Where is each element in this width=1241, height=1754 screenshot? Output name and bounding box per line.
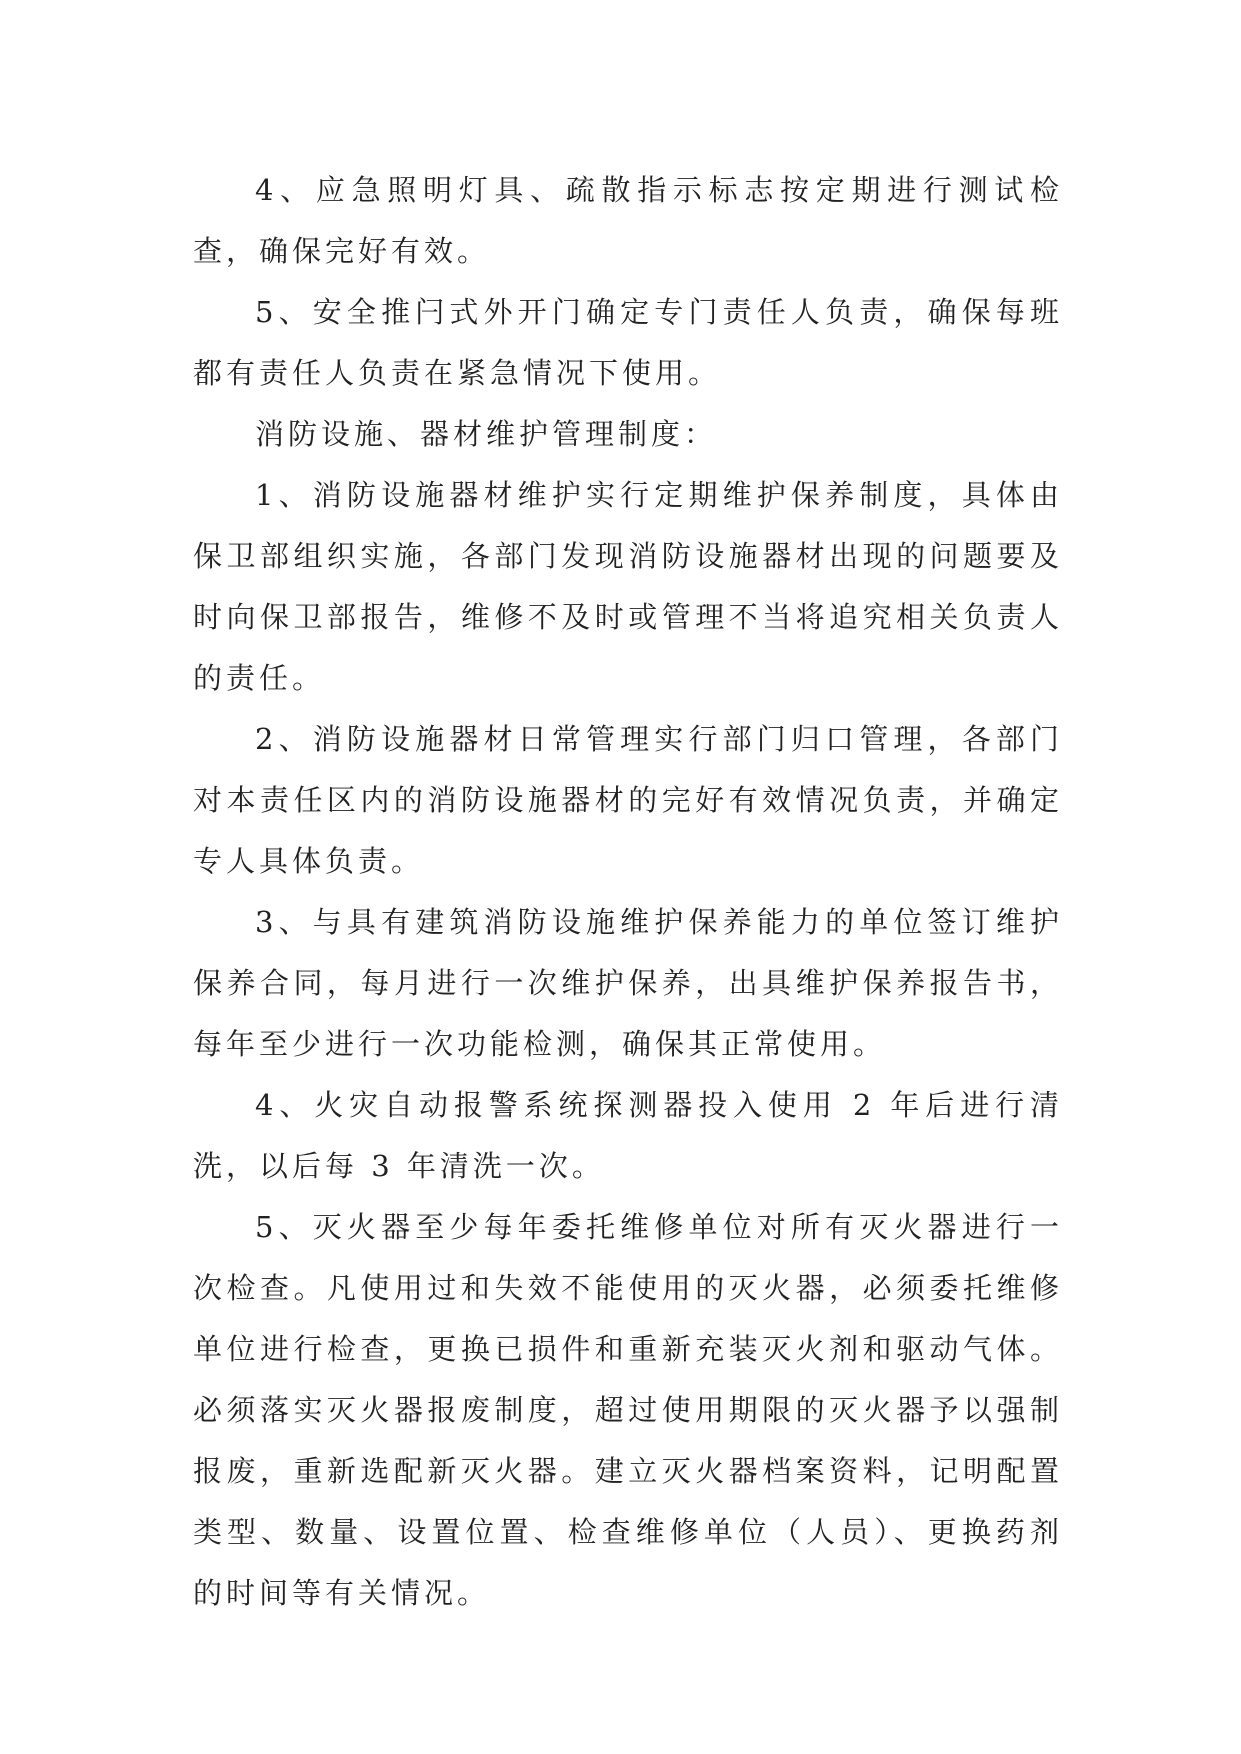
paragraph-department-management: 2、消防设施器材日常管理实行部门归口管理，各部门对本责任区内的消防设施器材的完好有效情况负责，并确定专人具体负责。 (193, 722, 1063, 878)
paragraph-extinguisher-inspection: 5、灭火器至少每年委托维修单位对所有灭火器进行一次检查。凡使用过和失效不能使用的灭火器，必须委托维修单位进行检查，更换已损件和重新充装灭火剂和驱动气体。必须落实灭火器报废制度，超过使用期限的灭火器予以强制报废，重新选配新灭火器。建立灭火器档案资料，记明配置类型、数量、设置位置、检查维修单位（人员）、更换药剂的时间等有关情况。 (193, 1210, 1063, 1610)
paragraph-maintenance-contract: 3、与具有建筑消防设施维护保养能力的单位签订维护保养合同，每月进行一次维护保养，出具维护保养报告书，每年至少进行一次功能检测，确保其正常使用。 (193, 905, 1063, 1061)
paragraph-regular-maintenance: 1、消防设施器材维护实行定期维护保养制度，具体由保卫部组织实施，各部门发现消防设施器材出现的问题要及时向保卫部报告，维修不及时或管理不当将追究相关负责人的责任。 (193, 478, 1063, 695)
section-heading-maintenance-system: 消防设施、器材维护管理制度： (255, 417, 718, 451)
paragraph-emergency-lighting: 4、应急照明灯具、疏散指示标志按定期进行测试检查，确保完好有效。 (193, 173, 1063, 268)
paragraph-detector-cleaning: 4、火灾自动报警系统探测器投入使用 2 年后进行清洗，以后每 3 年清洗一次。 (193, 1088, 1063, 1183)
paragraph-safety-door: 5、安全推闩式外开门确定专门责任人负责，确保每班都有责任人负责在紧急情况下使用。 (193, 295, 1063, 390)
document-body (193, 160, 1063, 1624)
